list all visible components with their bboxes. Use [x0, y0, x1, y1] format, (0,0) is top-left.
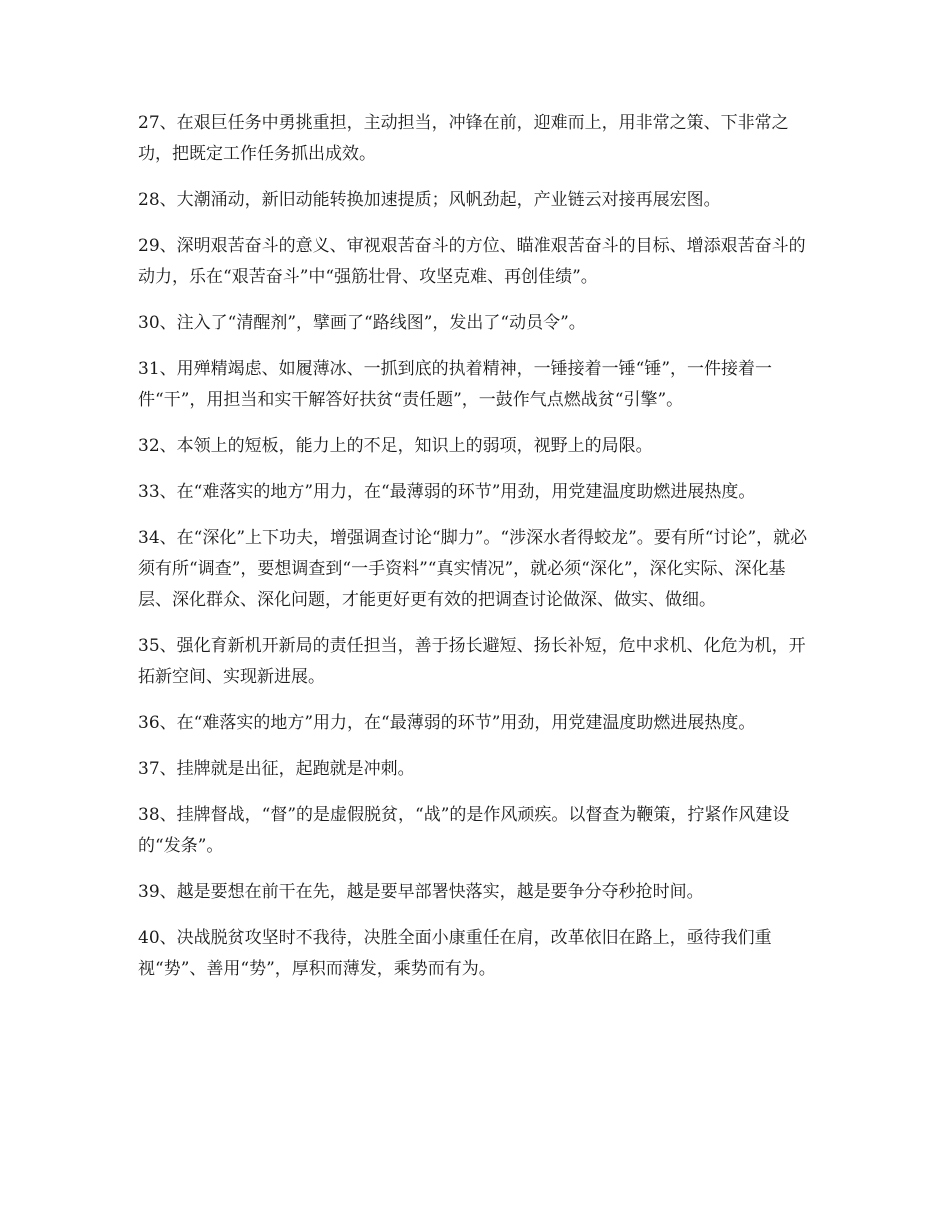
paragraph-33: 33、在“难落实的地方”用力，在“最薄弱的环节”用劲，用党建温度助燃进展热度。 [138, 482, 756, 502]
paragraph-28: 28、大潮涌动，新旧动能转换加速提质；风帆劲起，产业链云对接再展宏图。 [138, 190, 721, 210]
paragraph-38: 38、挂牌督战，“督”的是虚假脱贫，“战”的是作风顽疾。以督查为鞭策，拧紧作风建设的“发条”。 [138, 805, 790, 856]
document-body [138, 108, 818, 1000]
paragraph-30: 30、注入了“清醒剂”，擘画了“路线图”，发出了“动员令”。 [138, 313, 586, 333]
paragraph-32: 32、本领上的短板，能力上的不足，知识上的弱项，视野上的局限。 [138, 436, 653, 456]
paragraph-37: 37、挂牌就是出征，起跑就是冲刺。 [138, 759, 415, 779]
paragraph-36: 36、在“难落实的地方”用力，在“最薄弱的环节”用劲，用党建温度助燃进展热度。 [138, 713, 756, 733]
paragraph-31: 31、用殚精竭虑、如履薄冰、一抓到底的执着精神，一锤接着一锤“锤”，一件接着一件“干”，用担当和实干解答好扶贫“责任题”，一鼓作气点燃战贫“引擎”。 [138, 359, 773, 410]
paragraph-40: 40、决战脱贫攻坚时不我待，决胜全面小康重任在肩，改革依旧在路上，亟待我们重视“势”、善用“势”，厚积而薄发，乘势而有为。 [138, 928, 772, 979]
paragraph-34: 34、在“深化”上下功夫，增强调查讨论“脚力”。“涉深水者得蛟龙”。要有所“讨论”，就必须有所“调查”，要想调查到“一手资料”“真实情况”，就必须“深化”，深化实际、深化基层、深化群众、深化问题，才能更好更有效的把调查讨论做深、做实、做细。 [138, 528, 808, 610]
paragraph-35: 35、强化育新机开新局的责任担当，善于扬长避短、扬长补短，危中求机、化危为机，开拓新空间、实现新进展。 [138, 636, 806, 687]
paragraph-29: 29、深明艰苦奋斗的意义、审视艰苦奋斗的方位、瞄准艰苦奋斗的目标、增添艰苦奋斗的动力，乐在“艰苦奋斗”中“强筋壮骨、攻坚克难、再创佳绩”。 [138, 236, 806, 287]
paragraph-27: 27、在艰巨任务中勇挑重担，主动担当，冲锋在前，迎难而上，用非常之策、下非常之功，把既定工作任务抓出成效。 [138, 113, 789, 164]
paragraph-39: 39、越是要想在前干在先，越是要早部署快落实，越是要争分夺秒抢时间。 [138, 882, 704, 902]
